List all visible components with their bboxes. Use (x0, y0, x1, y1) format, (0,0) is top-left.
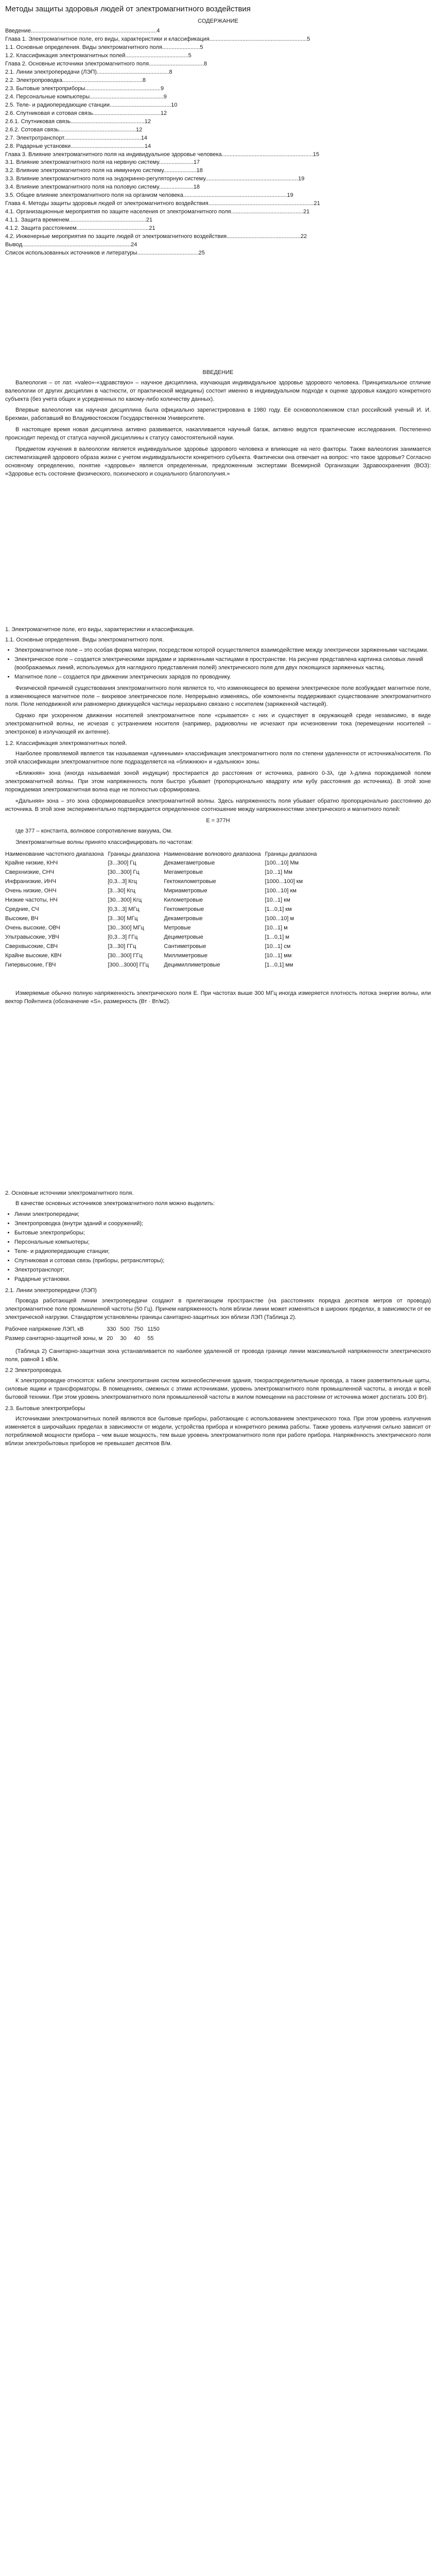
toc-entry[interactable]: Вывод.....................................................................24 (5, 241, 137, 248)
section-2-1-heading: 2.1. Линии электропередачи (ЛЭП) (5, 1287, 97, 1294)
table-row (5, 914, 321, 924)
toc-entry[interactable]: 3.4. Влияние электромагнитного поля на половую систему......................18 (5, 184, 200, 191)
table-row (5, 924, 321, 933)
table-cell: 500 (120, 1326, 130, 1332)
frequency-classification-table (5, 850, 321, 970)
formula: E = 377H (206, 817, 230, 824)
table-row (5, 905, 321, 914)
table-cell: [100...10] км (265, 888, 297, 894)
toc-entry[interactable]: 1.1. Основные определения. Виды электромагнитного поля........................5 (5, 44, 203, 51)
table-cell: [3...30] МГц (108, 916, 138, 922)
toc-entry[interactable]: Глава 2. Основные источники электромагнитного поля...................................8 (5, 61, 207, 67)
table-row (5, 1334, 164, 1344)
toc-entry[interactable]: 3.2. Влияние электромагнитного поля на иммунную систему.....................18 (5, 167, 203, 174)
table-row (5, 933, 321, 942)
table-cell: [30...300] МГц (108, 925, 144, 931)
chapter-1-paragraph: Физической причиной существования электромагнитного поля является то, что изменяющееся во времени электрическое поле возбуждает магнитное поле, а изменяющееся магнитное поле – вихревое электрическое поле. Непрерывно изменяясь, обе компоненты поддерживают существование электромагнитного поля. Поле неподвижной или равномерно движущейся частицы неразрывно связано с носителем (заряженной частицей). (5, 685, 431, 708)
toc-entry[interactable]: Введение................................................................................4 (5, 28, 160, 35)
list-item: • Персональные компьютеры; (14, 1239, 431, 1247)
table-cell: [10...1] мм (265, 952, 292, 959)
chapter-1-paragraph: где 377 – константа, волновое сопротивление вакуума, Ом. (15, 827, 172, 834)
chapter-1-paragraph: «Ближняя» зона (иногда называемая зоной индукции) простирается до расстояния от источника, равного 0-3λ, где λ-длина порождаемой полем электромагнитной волны. При этом напряженность поля быстро убывает (пропорционально квадрату или кубу расстояния до источника). В этой зоне порождаемая электромагнитная волна еще не полностью сформирована. (5, 770, 431, 793)
toc-entry[interactable]: 2.2. Электропроводка...................................................8 (5, 77, 146, 84)
table-cell: 1150 (147, 1326, 160, 1332)
toc-entry[interactable]: 4.2. Инженерные мероприятия по защите людей от электромагнитного воздействия...............................................22 (5, 233, 307, 240)
toc-entry[interactable]: 4.1.2. Защита расстоянием..............................................21 (5, 225, 155, 231)
table-cell: [300...3000] ГГц (108, 961, 149, 968)
toc-list (5, 27, 431, 257)
introduction-section (5, 369, 431, 479)
chapter-1-paragraph: Электромагнитные волны принято классифицировать по частотам: (15, 839, 193, 845)
list-item: • Электромагнитное поле – это особая форма материи, посредством которой осуществляется взаимодействие между электрически заряженными частицами. (14, 647, 431, 655)
table-cell: 30 (120, 1335, 127, 1342)
table-row (5, 942, 321, 952)
definitions-list (14, 647, 431, 682)
intro-paragraph: Впервые валеология как научная дисциплина была официально зарегистрирована в 1980 году. Её основоположником стал российский ученый И. И. Брехман, работавший во Владивостокском Государственном Университете. (5, 407, 431, 422)
sanitary-zone-table (5, 1325, 164, 1344)
table-cell: [10...1] км (265, 897, 290, 904)
toc-entry[interactable]: 4.1.1. Защита временем.................................................21 (5, 217, 153, 223)
toc-entry[interactable]: 2.7. Электротранспорт.................................................14 (5, 134, 148, 141)
toc-entry[interactable]: Глава 1. Электромагнитное поле, его виды, характеристики и классификация..............................................................5 (5, 36, 310, 43)
table-cell: [1...0,1] мм (265, 961, 293, 968)
table-cell: Средние, СЧ (5, 906, 39, 913)
table-cell: [1000...100] км (265, 878, 303, 885)
list-item: • Радарные установки. (14, 1276, 431, 1284)
intro-paragraph: Предметом изучения в валеологии является индивидуальное здоровье здорового человека и влияющие на него факторы. Также валеология занимается систематизацией здорового образа жизни с учетом индивидуальности конкретного субъекта. Фактически она отвечает на вопрос: что такое здоровье? Согласно основному определению, понятие «здоровье» является определенным, предложенным экспертами Всемирной Организации Здравоохранения (ВОЗ): «Здоровье есть состояние физического, психического и социального благополучия.» (5, 446, 431, 477)
toc-entry[interactable]: 2.6.2. Сотовая связь.................................................12 (5, 126, 143, 133)
chapter-1-heading: 1. Электромагнитное поле, его виды, характеристики и классификация. (5, 626, 195, 633)
table-cell: [30...300] Гц (108, 869, 139, 876)
toc-entry[interactable]: 2.4. Персональные компьютеры...............................................9 (5, 93, 167, 100)
table-cell: Инфранизкие, ИНЧ (5, 878, 56, 885)
toc-entry[interactable]: 1.2. Классификация электромагнитных полей........................................5 (5, 53, 191, 59)
table-row (5, 859, 321, 868)
table-header-row (5, 850, 321, 859)
toc-entry[interactable]: 3.3. Влияние электромагнитного поля на эндокринно-регуляторную систему...........................................................19 (5, 176, 305, 182)
table-cell: Метровые (164, 925, 191, 931)
table-cell: [3...30] ГГц (108, 943, 136, 950)
list-item: • Теле- и радиопередающие станции; (14, 1248, 431, 1256)
intro-paragraph: Валеология – от лат. «valeo»-«здравствую» – научное дисциплина, изучающая индивидуальное здоровье здорового человека. Принципиальное отличие валеологии от других дисциплин в частности, от практической медицины) состоит именно в индивидуальном подходе к оценке здоровья каждого конкретного субъекта (без учета общих и усредненных по какому-либо количеству данных). (5, 379, 431, 402)
section-2-2-heading: 2.2 Электропроводка. (5, 1367, 63, 1374)
table-cell: Крайне высокие, КВЧ (5, 952, 62, 959)
table-cell: Очень низкие, ОНЧ (5, 888, 57, 894)
toc-entry[interactable]: 4.1. Организационные мероприятия по защите населения от электромагнитного поля..............................................21 (5, 209, 310, 215)
toc-entry[interactable]: 3.1. Влияние электромагнитного поля на нервную систему......................17 (5, 159, 200, 166)
chapter-1-paragraph: «Дальняя» зона – это зона сформировавшейся электромагнитной волны. Здесь напряженность поля убывает обратно пропорционально расстоянию до источника. В этой зоне экспериментально подтверждается определенное соотношение между напряженностями электрического и магнитного полей: (5, 798, 431, 812)
table-header-cell: Наименование частотного диапазона (5, 851, 104, 857)
table-cell: Декамегаметровые (164, 860, 215, 867)
toc-entry[interactable]: 2.6. Спутниковая и сотовая связь...........................................12 (5, 110, 167, 116)
table-cell: Миллиметровые (164, 952, 208, 959)
table-cell: Мегаметровые (164, 869, 203, 876)
table-cell: [0,3...3] ГГц (108, 934, 138, 940)
table-cell: 20 (107, 1335, 113, 1342)
table-cell: Дециметровые (164, 934, 203, 940)
section-2-3-heading: 2.3. Бытовые электроприборы (5, 1405, 85, 1412)
table-body (5, 859, 321, 970)
chapter-2-paragraph: К электропроводке относятся: кабели электропитания систем жизнеобеспечения здания, токораспределительные провода, а также разветвительные щиты, силовые ящики и трансформаторы. В помещениях, смежных с этими источниками, уровень электромагнитного поля промышленной частоты, а иногда и всей бытовой техники. При этом уровень электромагнитного поля промышленной частоты в жилом помещении на расстоянии от источника может достигать 100 Вт). (5, 1378, 431, 1401)
table-row (5, 1325, 164, 1334)
table-cell: Сантиметровые (164, 943, 206, 950)
table-cell: [1...0,1] м (265, 934, 289, 940)
table-cell: [1...0,1] км (265, 906, 292, 913)
list-item: • Спутниковая и сотовая связь (приборы, ретрансляторы); (14, 1257, 431, 1265)
table-cell: [100...10] Мм (265, 860, 299, 867)
table-cell: Мириаметровые (164, 888, 207, 894)
table-cell: Гипервысокие, ГВЧ (5, 961, 56, 968)
section-1-1-heading: 1.1. Основные определения. Виды электромагнитного поля. (5, 636, 164, 643)
table-cell: Километровые (164, 897, 203, 904)
chapter-2-paragraph: Источниками электромагнитных полей являются все бытовые приборы, работающие с использованием электрического тока. При этом уровень излучения изменяется в широчайших пределах в зависимости от модели, устройства прибора и конкретного режима работы. Также уровень излучения сильно зависит от потребляемой мощности прибора – чем выше мощность, тем выше уровень электромагнитного поля при работе прибора. Напряжённость электрического поля вблизи электробытовых приборов не превышает десятков В/м. (5, 1416, 431, 1447)
section-1-2-heading: 1.2. Классификация электромагнитных полей. (5, 740, 127, 747)
table-row (5, 961, 321, 970)
table-cell: [10...1] см (265, 943, 291, 950)
table-cell: Декаметровые (164, 916, 203, 922)
table-of-contents (5, 18, 431, 258)
table-cell: Высокие, ВЧ (5, 916, 39, 922)
table-cell: [0,3...3] Кгц (108, 878, 137, 885)
note-paragraph: Измеряемые обычно полную напряженность электрического поля Е. При частотах выше 300 МГц иногда измеряется плотность потока энергии волны, или вектор Пойнтинга (обозначение «S», размерность (Вт · Вт/м2). (5, 990, 431, 1005)
table-cell: Гектокилометровые (164, 878, 216, 885)
table-cell: [10...1] Мм (265, 869, 293, 876)
table-cell: [0,3...3] МГц (108, 906, 139, 913)
chapter-2-paragraph: (Таблица 2) Санитарно-защитная зона устанавливается по наиболее удаленной от провода границе линии максимальной напряженности электрического поля, равной 1 кВ/м. (5, 1348, 431, 1363)
table-cell: Размер санитарно-защитной зоны, м (5, 1335, 103, 1342)
chapter-1-section (5, 626, 431, 1006)
table-cell: [30...300] ГГц (108, 952, 143, 959)
toc-entry[interactable]: Глава 4. Методы защиты здоровья людей от электромагнитного воздействия...................................................................21 (5, 200, 320, 207)
chapter-2-intro: В качестве основных источников электромагнитного поля можно выделить: (15, 1200, 215, 1207)
table-cell: Крайне низкие, КНЧ (5, 860, 58, 867)
table-header-cell: Наименование волнового диапазона (164, 851, 261, 857)
toc-entry[interactable]: 2.6.1. Спутниковая связь...............................................12 (5, 118, 151, 125)
toc-entry[interactable]: 3.5. Общее влияние электромагнитного поля на организм человека..................................................................19 (5, 192, 293, 199)
intro-heading: ВВЕДЕНИЕ (202, 369, 234, 376)
toc-entry[interactable]: 2.5. Теле- и радиопередающие станции.......................................10 (5, 101, 178, 108)
table-cell: Низкие частоты, НЧ (5, 897, 58, 904)
table-cell: [3...300] Гц (108, 860, 136, 867)
chapter-2-paragraph: Провода работающей линии электропередачи создают в прилегающем пространстве (на расстояниях порядка десятков метров от провода) электромагнитное поле промышленной частоты (50 Гц). Причем напряженность поля вблизи линии может изменяться в широких пределах, в зависимости от ее электрической нагрузки. Стандартом установлены границы санитарно-защитных зон вблизи ЛЭП (Таблица 2). (5, 1297, 431, 1320)
sources-list (14, 1211, 431, 1284)
table-cell: Сверхнизкие, СНЧ (5, 869, 54, 876)
table-cell: [100...10] м (265, 916, 294, 922)
list-item: • Магнитное поле – создается при движении электрических зарядов по проводнику. (14, 673, 431, 682)
table-cell: [3...30] Кгц (108, 888, 135, 894)
table-cell: Рабочее напряжение ЛЭП, кВ (5, 1326, 84, 1332)
toc-entry[interactable]: Глава 3. Влияние электромагнитного поля на индивидуальное здоровье человека..........................................................15 (5, 151, 320, 158)
intro-paragraph: В настоящее время новая дисциплина активно развивается, накапливается научный багаж, активно ведутся практические исследования. Постепенно происходит переход от статуса научной дисциплины к статусу самостоятельной науки. (5, 427, 431, 442)
table-row (5, 896, 321, 905)
table-header-cell: Границы диапазона (265, 851, 317, 857)
toc-entry[interactable]: Список использованных источников и литературы.......................................25 (5, 249, 205, 256)
list-item: • Линии электропередачи; (14, 1211, 431, 1219)
table-row (5, 877, 321, 887)
table-cell: Очень высокие, ОВЧ (5, 925, 60, 931)
list-item: • Электрическое поле – создается электрическими зарядами и заряженными частицами в пространстве. На рисунке представлена картинка силовых линий (воображаемых линий, используемых для наглядного представления полей) электрического поля для двух покоящихся заряженных частиц. (14, 656, 431, 672)
table-cell: 750 (133, 1326, 144, 1332)
document-title: Методы защиты здоровья людей от электромагнитного воздействия (5, 5, 251, 13)
list-item: • Бытовые электроприборы; (14, 1229, 431, 1238)
table-cell: Сверхвысокие, СВЧ (5, 943, 58, 950)
table-row (5, 868, 321, 877)
chapter-1-paragraph: Однако при ускоренном движении носителей электромагнитное поле «срывается» с них и существует в окружающей среде независимо, в виде электромагнитной волны, не исчезая с устранением носителя (например, радиоволны не исчезают при исчезновении тока (перемещении носителей – электронов) в излучающей их антенне). (5, 713, 431, 736)
table-cell: Ультравысокие, УВЧ (5, 934, 59, 940)
toc-heading: СОДЕРЖАНИЕ (198, 18, 238, 24)
table-cell: Гектометровые (164, 906, 204, 913)
table-row (5, 952, 321, 961)
toc-entry[interactable]: 2.8. Радарные установки...............................................14 (5, 143, 151, 149)
table-cell: [10...1] м (265, 925, 288, 931)
chapter-2-heading: 2. Основные источники электромагнитного поля. (5, 1190, 134, 1196)
list-item: • Электропроводка (внутри зданий и сооружений); (14, 1220, 431, 1228)
list-item: • Электротранспорт; (14, 1266, 431, 1275)
toc-entry[interactable]: 2.1. Линии электропередачи (ЛЭП)..............................................8 (5, 69, 172, 76)
chapter-2-section (5, 1190, 431, 1448)
table-cell: 330 (107, 1326, 116, 1332)
table-row (5, 887, 321, 896)
table-cell: 40 (133, 1335, 141, 1342)
table-cell: [30...300] Кгц (108, 897, 142, 904)
toc-entry[interactable]: 2.3. Бытовые электроприборы................................................9 (5, 86, 164, 92)
table-cell: 55 (147, 1335, 154, 1342)
table-header-cell: Границы диапазона (108, 851, 160, 857)
chapter-1-paragraph: Наиболее проявляемой является так называемая «длинными» классификация электромагнитного поля по степени удаленности от источника/носителя. По этой классификации электромагнитное поле подразделяется на «ближнюю» и «дальнюю» зоны. (5, 751, 431, 766)
table-cell: Децимиллиметровые (164, 961, 220, 968)
